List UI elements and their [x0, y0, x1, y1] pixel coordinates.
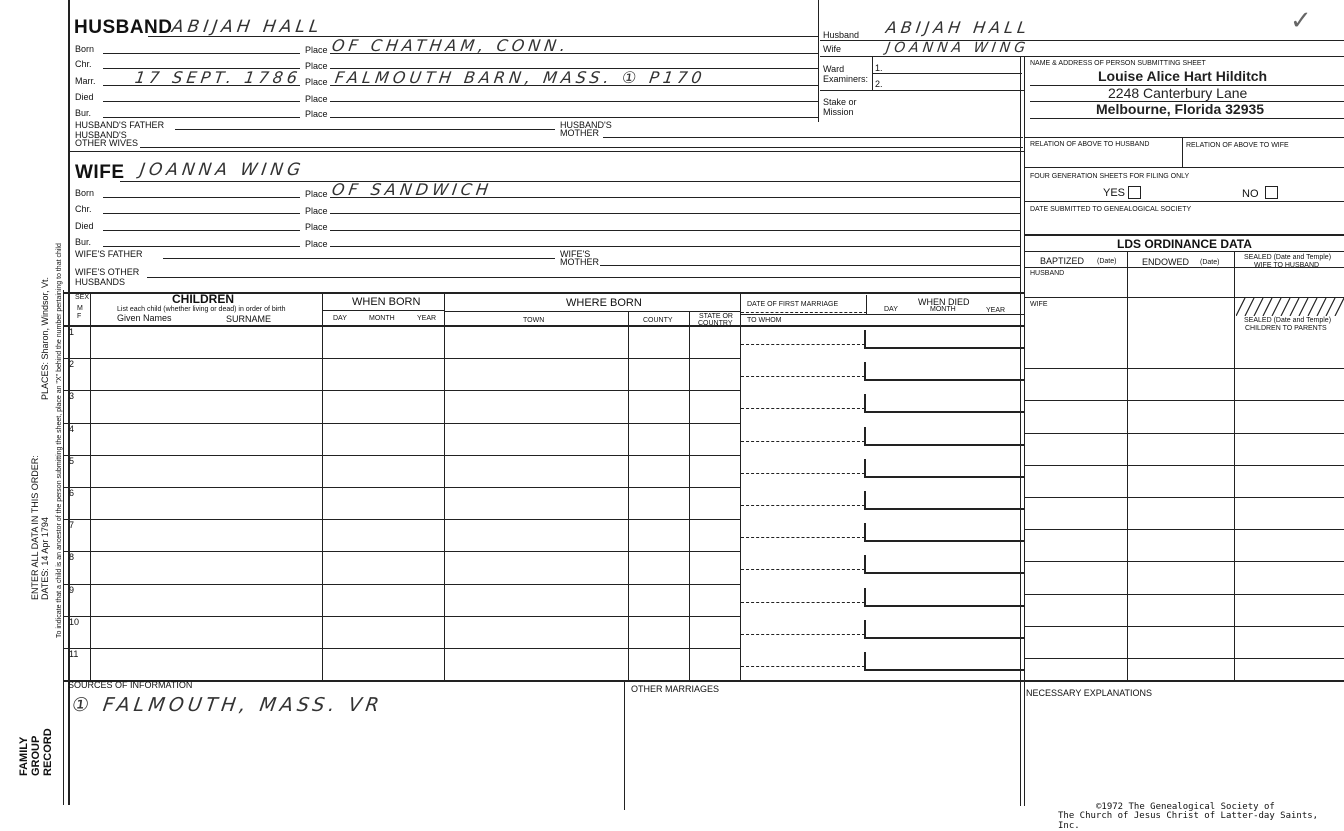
- lds-row-line: [1024, 465, 1344, 466]
- county-label: COUNTY: [643, 317, 673, 324]
- no-label: NO: [1242, 188, 1259, 200]
- marriage-dash: [741, 602, 865, 603]
- wife-chr-place-label: Place: [305, 206, 328, 216]
- header-husband-label: Husband: [823, 30, 860, 40]
- table-header-bottom: [64, 325, 1024, 327]
- wife-bur-place-label: Place: [305, 239, 328, 249]
- line: [330, 230, 1020, 231]
- header-husband-value: ABIJAH HALL: [884, 18, 1032, 37]
- lds-row-line: [1024, 561, 1344, 562]
- died-line: [864, 379, 1024, 381]
- sealed-children-label: SEALED (Date and Temple): [1244, 317, 1332, 324]
- right-panel-left: [1024, 56, 1025, 806]
- husband-marr-place: FALMOUTH BARN, MASS. ① P170: [333, 68, 707, 87]
- child-row-number: 5: [69, 456, 75, 466]
- died-bracket: [864, 652, 866, 670]
- died-bracket: [864, 362, 866, 380]
- line: [1182, 137, 1183, 167]
- husband-marr-label: Marr.: [75, 76, 96, 86]
- husband-died-label: Died: [75, 92, 94, 102]
- line: [1024, 234, 1344, 236]
- mission-label: Mission: [823, 107, 854, 117]
- copyright: ©1972 The Genealogical Society of: [1096, 802, 1275, 812]
- line: [1024, 201, 1344, 202]
- examiners-label: Examiners:: [823, 74, 869, 84]
- header-wife-value: JOANNA WING: [884, 40, 1031, 56]
- town-label: TOWN: [523, 317, 545, 324]
- row-line: [64, 423, 740, 424]
- line: [103, 53, 300, 54]
- wife-father-label: WIFE'S FATHER: [75, 249, 143, 259]
- child-row-number: 11: [69, 649, 79, 659]
- stake-label: Stake or: [823, 97, 857, 107]
- country-label: COUNTRY: [698, 320, 733, 327]
- wife-born-place-label: Place: [305, 189, 328, 199]
- children-label: CHILDREN: [172, 292, 234, 306]
- line: [1024, 267, 1344, 268]
- husband-name: ABIJAH HALL: [170, 17, 324, 37]
- wife-mother-label2: MOTHER: [560, 257, 599, 267]
- lds-wife-label: WIFE: [1030, 301, 1048, 308]
- line: [1127, 251, 1128, 681]
- right-panel-left2: [1020, 56, 1021, 806]
- hatched-area: [1236, 298, 1344, 316]
- died-month-label: MONTH: [930, 306, 956, 313]
- yes-checkbox[interactable]: [1128, 186, 1141, 199]
- died-bracket: [864, 620, 866, 638]
- day-label: DAY: [333, 315, 347, 322]
- line: [330, 101, 818, 102]
- relation-husband-label: RELATION OF ABOVE TO HUSBAND: [1030, 141, 1150, 148]
- wife-chr-label: Chr.: [75, 204, 92, 214]
- line: [103, 101, 300, 102]
- ancestor-instruction: To indicate that a child is an ancestor of the person submitting the sheet, place an "X" behind the number pertaining to that child: [56, 243, 63, 638]
- endowed-label: ENDOWED: [1142, 257, 1189, 267]
- bottom-divider: [64, 680, 1344, 682]
- line: [444, 311, 740, 312]
- line: [103, 117, 300, 118]
- died-year-label: YEAR: [986, 307, 1006, 314]
- section-divider: [69, 151, 1024, 152]
- husband-chr-place-label: Place: [305, 61, 328, 71]
- husband-born-label: Born: [75, 44, 95, 54]
- month-label: MONTH: [369, 315, 395, 322]
- line: [741, 312, 867, 313]
- child-row-number: 2: [69, 359, 75, 369]
- header-wife-label: Wife: [823, 44, 841, 54]
- wife-born-label: Born: [75, 188, 95, 198]
- sex-label: SEX: [75, 294, 90, 301]
- no-checkbox[interactable]: [1265, 186, 1278, 199]
- husband-born-place-label: Place: [305, 45, 328, 55]
- marriage-dash: [741, 408, 865, 409]
- line: [103, 213, 300, 214]
- wife-heading: WIFE: [75, 162, 125, 183]
- lds-row-line: [1024, 626, 1344, 627]
- necessary-explanations-label: NECESSARY EXPLANATIONS: [1026, 688, 1153, 698]
- line: [103, 230, 300, 231]
- husband-born-place: OF CHATHAM, CONN.: [330, 36, 571, 55]
- m-label: M: [77, 305, 83, 312]
- husband-father-label: HUSBAND'S FATHER: [75, 120, 165, 130]
- children-note: List each child (whether living or dead) in order of birth: [117, 306, 286, 313]
- line: [147, 277, 1020, 278]
- line: [322, 292, 323, 680]
- form-title-family: FAMILY: [18, 736, 30, 776]
- lds-row-line: [1024, 368, 1344, 369]
- line: [163, 258, 555, 259]
- line: [330, 117, 818, 118]
- lds-row-line: [1024, 658, 1344, 659]
- died-line: [864, 411, 1024, 413]
- relation-wife-label: RELATION OF ABOVE TO WIFE: [1186, 142, 1289, 149]
- died-line: [864, 540, 1024, 542]
- surname-label: SURNAME: [226, 314, 272, 324]
- lds-title: LDS ORDINANCE DATA: [1117, 237, 1252, 251]
- wife-name: JOANNA WING: [138, 160, 306, 180]
- lds-row-line: [1024, 594, 1344, 595]
- line: [820, 56, 1344, 57]
- marriage-dash: [741, 376, 865, 377]
- line: [628, 311, 629, 680]
- husband-bur-label: Bur.: [75, 108, 92, 118]
- sealed-wife-label: SEALED (Date and Temple): [1244, 254, 1332, 261]
- line: [330, 246, 1020, 247]
- date-submitted-label: DATE SUBMITTED TO GENEALOGICAL SOCIETY: [1030, 206, 1192, 213]
- marriage-dash: [741, 569, 865, 570]
- row-line: [64, 455, 740, 456]
- to-whom-label: TO WHOM: [747, 317, 782, 324]
- marriage-dash: [741, 344, 865, 345]
- died-bracket: [864, 491, 866, 509]
- wife-born-place: OF SANDWICH: [330, 180, 494, 199]
- row-line: [64, 616, 740, 617]
- line: [90, 292, 91, 680]
- died-bracket: [864, 427, 866, 445]
- husband-heading: HUSBAND: [74, 17, 173, 38]
- child-row-number: 9: [69, 585, 75, 595]
- form-title-record: RECORD: [42, 728, 54, 776]
- wife-name-line: [120, 181, 1020, 182]
- wife-other-husbands-label: WIFE'S OTHER: [75, 267, 140, 277]
- line: [1234, 251, 1235, 681]
- line: [1024, 137, 1344, 138]
- wife-died-place-label: Place: [305, 222, 328, 232]
- dates-note: DATES: 14 Apr 1794: [40, 517, 50, 600]
- sources-label: SOURCES OF INFORMATION: [68, 680, 193, 690]
- died-bracket: [864, 459, 866, 477]
- state-label: STATE OR: [699, 313, 733, 320]
- row-line: [64, 487, 740, 488]
- died-bracket: [864, 523, 866, 541]
- four-gen-label: FOUR GENERATION SHEETS FOR FILING ONLY: [1030, 173, 1190, 180]
- row-line: [64, 648, 740, 649]
- line: [866, 295, 867, 315]
- line: [600, 265, 1020, 266]
- check-mark: ✓: [1290, 6, 1312, 36]
- line: [322, 310, 444, 311]
- line: [740, 292, 741, 680]
- line: [330, 213, 1020, 214]
- died-bracket: [864, 555, 866, 573]
- row-line: [64, 551, 740, 552]
- line: [140, 147, 1023, 148]
- died-bracket: [864, 588, 866, 606]
- marriage-dash: [741, 473, 865, 474]
- copyright2: The Church of Jesus Christ of Latter-day Saints, Inc.: [1058, 811, 1319, 831]
- died-day-label: DAY: [884, 306, 898, 313]
- husband-bur-place-label: Place: [305, 109, 328, 119]
- ward-label: Ward: [823, 64, 845, 74]
- died-line: [864, 444, 1024, 446]
- examiner-2: 2.: [875, 79, 883, 89]
- header-box-left: [818, 0, 819, 122]
- wife-bur-label: Bur.: [75, 237, 92, 247]
- line: [444, 292, 445, 680]
- sources-value: ① FALMOUTH, MASS. VR: [70, 694, 385, 716]
- places-note: PLACES: Sharon, Windsor, Vt.: [40, 276, 50, 400]
- line: [872, 73, 1022, 74]
- husband-other-wives-label: HUSBAND'S: [75, 130, 127, 140]
- child-row-number: 8: [69, 552, 75, 562]
- baptized-label: BAPTIZED: [1040, 256, 1085, 266]
- wife-died-label: Died: [75, 221, 94, 231]
- submitter-city: Melbourne, Florida 32935: [1096, 101, 1265, 117]
- line: [1024, 167, 1344, 168]
- hatch-lines: [1236, 298, 1344, 316]
- line: [1030, 118, 1344, 119]
- first-marriage-label: DATE OF FIRST MARRIAGE: [747, 301, 839, 308]
- sealed-children-label2: CHILDREN TO PARENTS: [1245, 325, 1327, 332]
- died-bracket: [864, 330, 866, 348]
- marriage-dash: [741, 441, 865, 442]
- died-line: [864, 476, 1024, 478]
- child-row-number: 4: [69, 424, 75, 434]
- row-line: [64, 390, 740, 391]
- sealed-wife-label2: WIFE TO HUSBAND: [1254, 262, 1320, 269]
- died-line: [864, 347, 1024, 349]
- endowed-date-label: (Date): [1200, 259, 1220, 266]
- child-row-number: 10: [69, 617, 80, 627]
- lds-row-line: [1024, 400, 1344, 401]
- marriage-dash: [741, 634, 865, 635]
- enter-data-note: ENTER ALL DATA IN THIS ORDER:: [30, 455, 40, 600]
- child-row-number: 3: [69, 391, 75, 401]
- child-row-number: 7: [69, 520, 75, 530]
- submitter-label: NAME & ADDRESS OF PERSON SUBMITTING SHEET: [1030, 60, 1206, 67]
- died-line: [864, 508, 1024, 510]
- lds-husband-label: HUSBAND: [1030, 270, 1065, 277]
- died-line: [864, 572, 1024, 574]
- husband-marr-place-label: Place: [305, 77, 328, 87]
- given-names-label: Given Names: [117, 313, 172, 323]
- line: [103, 246, 300, 247]
- husband-other-wives-label2: OTHER WIVES: [75, 138, 139, 148]
- lds-row-line: [1024, 497, 1344, 498]
- line: [175, 129, 555, 130]
- submitter-street: 2248 Canterbury Lane: [1108, 85, 1248, 101]
- year-label: YEAR: [417, 315, 437, 322]
- line: [689, 311, 690, 680]
- marriage-dash: [741, 505, 865, 506]
- child-row-number: 1: [69, 327, 75, 337]
- when-died-label: WHEN DIED: [918, 297, 970, 307]
- line: [1024, 251, 1344, 252]
- husband-died-place-label: Place: [305, 94, 328, 104]
- row-line: [64, 519, 740, 520]
- marriage-dash: [741, 537, 865, 538]
- baptized-date-label: (Date): [1097, 258, 1117, 265]
- line: [820, 90, 1024, 91]
- when-born-label: WHEN BORN: [352, 296, 421, 308]
- form-title-group: GROUP: [30, 735, 42, 776]
- lds-row-line: [1024, 433, 1344, 434]
- marriage-dash: [741, 666, 865, 667]
- row-line: [64, 358, 740, 359]
- husband-chr-label: Chr.: [75, 59, 92, 69]
- line: [740, 314, 1024, 315]
- line: [603, 137, 1023, 138]
- wife-mother-label: WIFE'S: [560, 249, 591, 259]
- died-line: [864, 669, 1024, 671]
- row-line: [64, 584, 740, 585]
- examiner-1: 1.: [875, 63, 883, 73]
- husband-mother-label2: MOTHER: [560, 128, 599, 138]
- where-born-label: WHERE BORN: [566, 297, 642, 309]
- line: [624, 680, 625, 810]
- wife-other-husbands-label2: HUSBANDS: [75, 277, 126, 287]
- died-line: [864, 605, 1024, 607]
- other-marriages-label: OTHER MARRIAGES: [631, 684, 720, 694]
- yes-label: YES: [1103, 187, 1126, 199]
- child-row-number: 6: [69, 488, 75, 498]
- husband-mother-label: HUSBAND'S: [560, 120, 612, 130]
- lds-row-line: [1024, 529, 1344, 530]
- died-line: [864, 637, 1024, 639]
- f-label: F: [77, 313, 82, 320]
- submitter-name: Louise Alice Hart Hilditch: [1098, 68, 1268, 84]
- line: [103, 197, 300, 198]
- husband-marr-date: 17 SEPT. 1786: [133, 68, 303, 87]
- died-bracket: [864, 394, 866, 412]
